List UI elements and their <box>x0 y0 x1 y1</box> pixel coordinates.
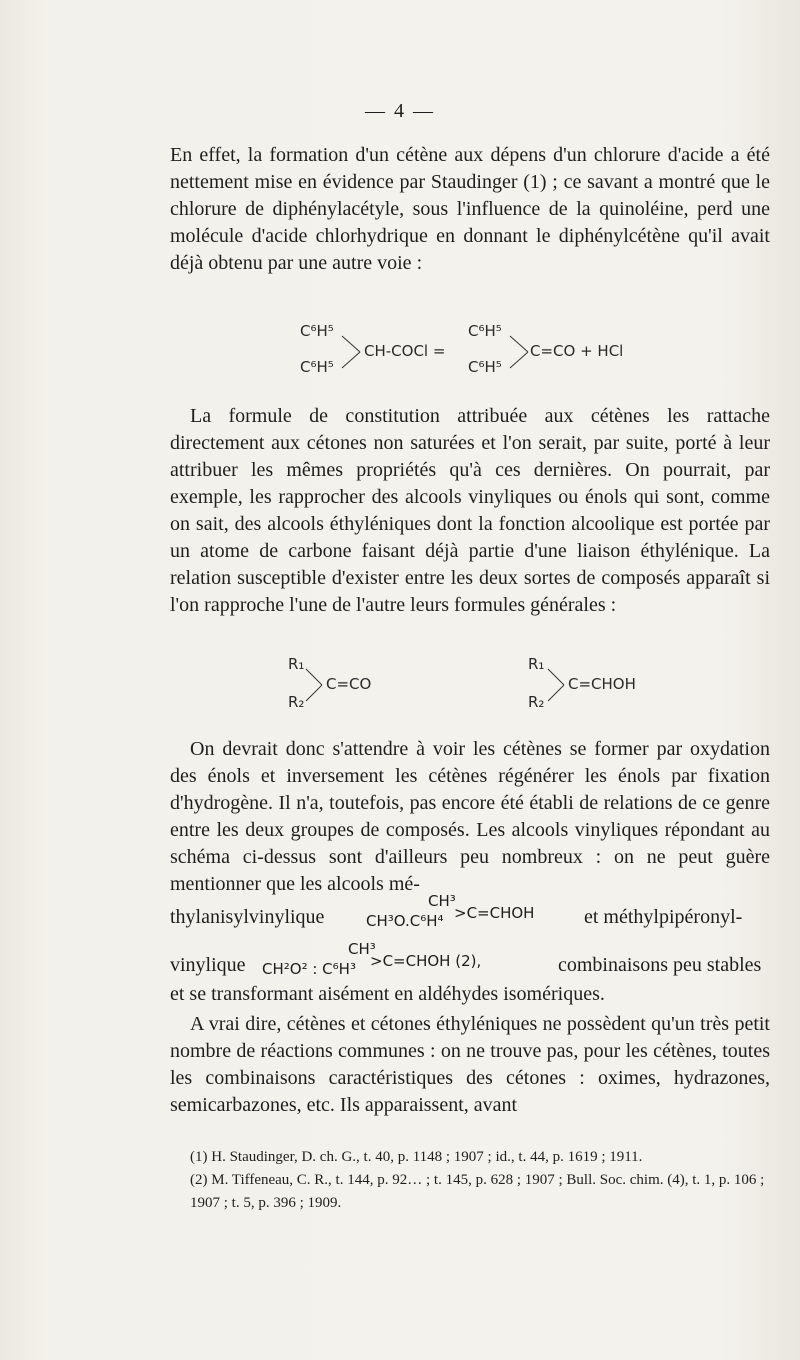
formula2-right-r2: R₂ <box>528 693 545 711</box>
page-number: — 4 — <box>365 100 435 122</box>
line-b-top: CH³ <box>348 940 376 958</box>
line-a-group: >C=CHOH <box>454 904 535 922</box>
formula2-brace-left <box>304 665 326 705</box>
formula2-right-group: C=CHOH <box>568 675 636 693</box>
line-b-prefix: vinylique <box>170 954 246 976</box>
formula2-left-group: C=CO <box>326 675 372 693</box>
line-b-suffix: combinaisons peu stables <box>558 954 762 976</box>
line-b-group: >C=CHOH (2), <box>370 952 482 970</box>
formula-diphenylketene <box>300 322 720 382</box>
line-a-top: CH³ <box>428 892 456 910</box>
paragraph-3 <box>170 736 770 898</box>
line-b-bottom: CH²O² : C⁶H³ <box>262 960 356 978</box>
paragraph-5-text: A vrai dire, cétènes et cétones éthyléniques ne possèdent qu'un très petit nombre de réactions communes : on ne trouve pas, pour les cétènes, toutes les combinaisons caractéristiques des cétones : oximes, hydrazones, semicarbazones, etc. Ils apparaissent, avant <box>170 1013 770 1116</box>
inline-formula-line-b <box>170 940 770 984</box>
footnote-1: (1) H. Staudinger, D. ch. G., t. 40, p. 1148 ; 1907 ; id., t. 44, p. 1619 ; 1911. <box>190 1149 643 1165</box>
formula2-brace-right <box>546 665 568 705</box>
formula1-brace-left <box>340 332 364 372</box>
formula1-r2-top: C⁶H⁵ <box>468 322 502 340</box>
formula2-left-r1: R₁ <box>288 655 305 673</box>
line-a-prefix: thylanisylvinylique <box>170 906 325 928</box>
line-a-bottom: CH³O.C⁶H⁴ <box>366 912 444 930</box>
paragraph-2-text: La formule de constitution attribuée aux cétènes les rattache directement aux cétones non saturées et l'on serait, par suite, porté à leur attribuer les mêmes propriétés qu'à ces dernières. On pourrait, par exemple, les rapprocher des alcools vinyliques ou énols qui sont, comme on sait, des alcools éthyléniques dont la fonction alcoolique est portée par un atome de carbone faisant déjà partie d'une liaison éthylénique. La relation susceptible d'exister entre les deux sortes de composés apparaît si l'on rapproche l'une de l'autre leurs formules générales : <box>170 405 770 616</box>
footnote-2: (2) M. Tiffeneau, C. R., t. 144, p. 92… ; t. 145, p. 628 ; 1907 ; Bull. Soc. chim. (4), t. 1, p. 106 ; 1907 ; t. 5, p. 396 ; 1909. <box>190 1172 765 1211</box>
paragraph-3-text: On devrait donc s'attendre à voir les cétènes se former par oxydation des énols et inversement les cétènes régénérer les énols par fixation d'hydrogène. Il n'a, toutefois, pas encore été établi de relations de ce genre entre les deux groupes de composés. Les alcools vinyliques répondant au schéma ci-dessus sont d'ailleurs peu nombreux : on ne peut guère mentionner que les alcools mé- <box>170 738 770 895</box>
paragraph-1-text: En effet, la formation d'un cétène aux dépens d'un chlorure d'acide a été nettement mise en évidence par Staudinger (1) ; ce savant a montré que le chlorure de diphénylacétyle, sous l'influence de la quinoléine, perd une molécule d'acide chlorhydrique en donnant le diphénylcétène qu'il avait déjà obtenu par une autre voie : <box>170 144 770 274</box>
formula-general <box>288 655 708 715</box>
paragraph-1 <box>170 142 770 277</box>
line-a-suffix: et méthylpipéronyl- <box>584 906 743 928</box>
formula1-r2-bottom: C⁶H⁵ <box>468 358 502 376</box>
formula2-left-r2: R₂ <box>288 693 305 711</box>
formula1-r-top: C⁶H⁵ <box>300 322 334 340</box>
formula2-right-r1: R₁ <box>528 655 545 673</box>
inline-formula-line-a <box>170 892 770 936</box>
line-c: et se transformant aisément en aldéhydes isomériques. <box>170 983 605 1005</box>
formula1-left-group: CH-COCl = <box>364 342 446 360</box>
formula1-right-group: C=CO + HCl <box>530 342 624 360</box>
paragraph-2 <box>170 403 770 619</box>
formula1-brace-right <box>508 332 532 372</box>
formula1-r-bottom: C⁶H⁵ <box>300 358 334 376</box>
footnotes <box>170 1146 770 1215</box>
paragraph-5 <box>170 1011 770 1119</box>
